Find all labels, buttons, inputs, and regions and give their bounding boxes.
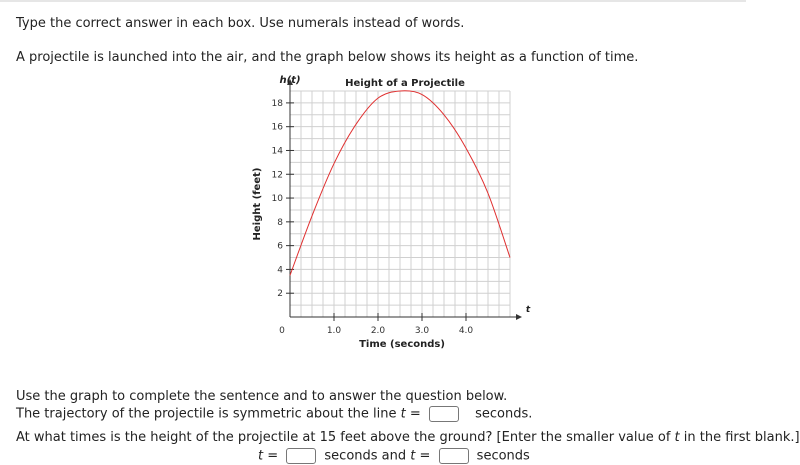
symmetry-answer-input[interactable] bbox=[429, 406, 459, 422]
chart-title: Height of a Projectile bbox=[345, 78, 465, 89]
x-tick-label: 4.0 bbox=[458, 326, 474, 336]
y-tick-label: 6 bbox=[277, 241, 283, 252]
time-second-input[interactable] bbox=[439, 448, 469, 464]
y-axis-label: Height (feet) bbox=[252, 167, 263, 241]
time-answers-row bbox=[258, 448, 530, 464]
question-suffix: in the first blank.] bbox=[679, 430, 800, 445]
x-axis-label: Time (seconds) bbox=[359, 339, 445, 350]
y-tick-label: 4 bbox=[277, 265, 283, 276]
equals-sign: = bbox=[405, 406, 421, 422]
t-equals-label: t = bbox=[258, 448, 279, 464]
use-graph-instruction: Use the graph to complete the sentence and to answer the question below. bbox=[16, 389, 508, 404]
time-first-input[interactable] bbox=[286, 448, 316, 464]
x-axis-arrow bbox=[516, 314, 522, 320]
x-tick-label: 3.0 bbox=[414, 326, 430, 336]
symmetry-prefix: The trajectory of the projectile is symmetric about the line bbox=[16, 406, 401, 422]
t-variable: t bbox=[400, 406, 406, 422]
t-variable: t bbox=[674, 430, 680, 445]
seconds-label: seconds bbox=[476, 448, 530, 464]
origin-label: 0 bbox=[279, 326, 285, 336]
symmetry-sentence bbox=[16, 406, 532, 422]
y-tick-label: 12 bbox=[271, 170, 283, 181]
seconds-and-label: seconds and bbox=[324, 448, 411, 464]
instructions-text: Type the correct answer in each box. Use numerals instead of words. bbox=[16, 16, 465, 31]
problem-intro-text: A projectile is launched into the air, and the graph below shows its height as a function of time. bbox=[16, 50, 639, 65]
y-tick-label: 14 bbox=[271, 146, 283, 157]
y-tick-label: 16 bbox=[271, 122, 283, 133]
x-axis-variable: t bbox=[525, 305, 531, 315]
function-label: h(t) bbox=[279, 75, 301, 86]
t-equals-label: t = bbox=[410, 448, 431, 464]
top-divider bbox=[0, 0, 746, 2]
seconds-label: seconds. bbox=[475, 406, 533, 422]
question-text bbox=[16, 430, 800, 445]
y-tick-label: 8 bbox=[277, 217, 283, 228]
question-prefix: At what times is the height of the projectile at 15 feet above the ground? [Enter the smaller value of bbox=[16, 430, 675, 445]
x-tick-label: 1.0 bbox=[326, 326, 342, 336]
y-tick-label: 18 bbox=[271, 98, 283, 109]
y-tick-label: 10 bbox=[271, 194, 283, 205]
x-tick-label: 2.0 bbox=[370, 326, 386, 336]
projectile-height-chart bbox=[240, 70, 540, 350]
y-tick-label: 2 bbox=[277, 289, 283, 300]
